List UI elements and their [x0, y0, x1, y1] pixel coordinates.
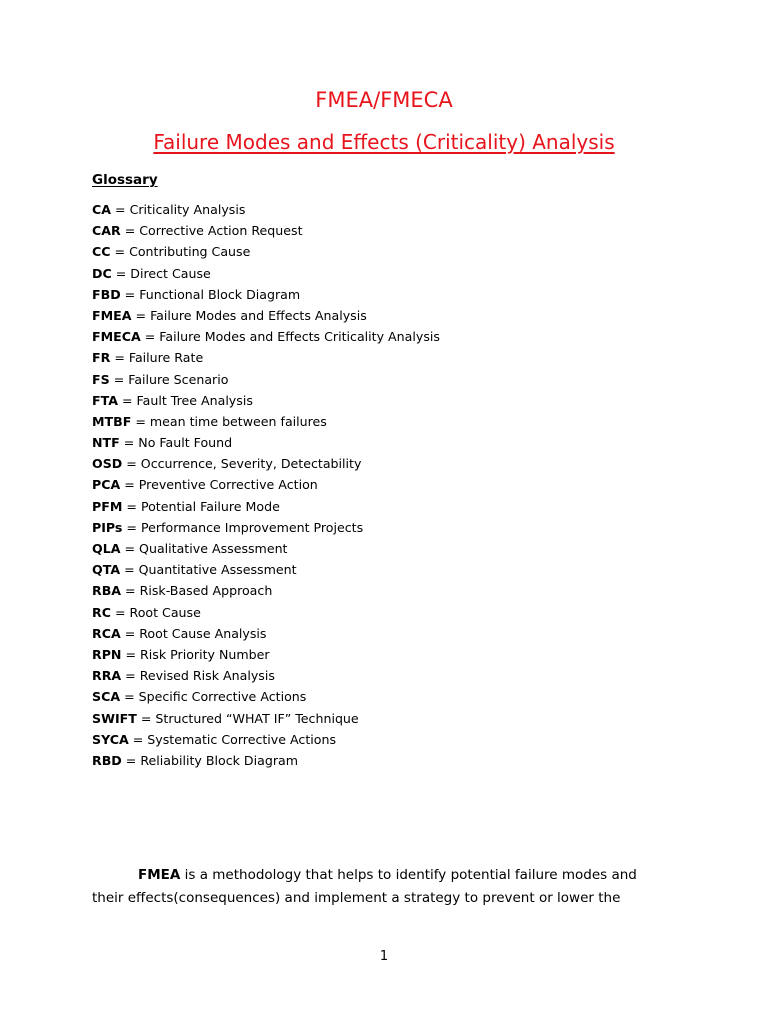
glossary-list [92, 199, 440, 771]
glossary-separator: = [120, 223, 140, 239]
glossary-separator: = [120, 477, 139, 493]
glossary-item [92, 199, 440, 220]
glossary-abbreviation: RC [92, 604, 111, 620]
glossary-abbreviation: RBD [92, 752, 122, 768]
glossary-abbreviation: FR [92, 350, 111, 366]
glossary-item [92, 474, 440, 495]
glossary-separator: = [110, 604, 130, 620]
glossary-item [92, 708, 440, 729]
glossary-separator: = [120, 625, 140, 641]
glossary-definition: Structured “WHAT IF” Technique [155, 710, 359, 726]
glossary-definition: Failure Rate [128, 350, 204, 366]
glossary-definition: Preventive Corrective Action [138, 477, 318, 493]
glossary-item [92, 347, 440, 368]
intro-paragraph [92, 864, 692, 910]
glossary-definition: Corrective Action Request [139, 223, 303, 239]
glossary-abbreviation: QLA [92, 541, 121, 556]
glossary-abbreviation: RRA [92, 668, 122, 684]
glossary-item [92, 369, 440, 390]
glossary-separator: = [109, 371, 129, 387]
glossary-separator: = [128, 731, 148, 747]
glossary-item [92, 750, 440, 771]
document-subtitle-text: Failure Modes and Effects (Criticality) Analysis [153, 130, 615, 154]
glossary-heading: Glossary [92, 172, 158, 188]
glossary-separator: = [110, 244, 130, 260]
glossary-item [92, 602, 440, 623]
glossary-item [92, 517, 440, 538]
glossary-item [92, 220, 440, 241]
glossary-abbreviation: NTF [92, 435, 120, 451]
glossary-definition: Qualitative Assessment [139, 541, 288, 556]
glossary-abbreviation: PFM [92, 498, 123, 514]
glossary-abbreviation: SYCA [92, 731, 129, 747]
glossary-item [92, 241, 440, 262]
glossary-definition: Root Cause [129, 604, 201, 620]
glossary-separator: = [122, 519, 141, 535]
glossary-definition: Fault Tree Analysis [136, 392, 253, 408]
page-number: 1 [379, 949, 389, 964]
glossary-item [92, 559, 440, 580]
glossary-definition: Failure Scenario [128, 371, 229, 387]
glossary-item [92, 411, 440, 432]
glossary-separator: = [120, 562, 139, 578]
glossary-item [92, 644, 440, 665]
glossary-definition: mean time between failures [149, 413, 327, 429]
glossary-abbreviation: FMEA [92, 307, 132, 323]
glossary-separator: = [120, 286, 140, 302]
glossary-item [92, 623, 440, 644]
glossary-abbreviation: MTBF [92, 413, 132, 429]
glossary-item [92, 686, 440, 707]
glossary-item [92, 305, 440, 326]
glossary-separator: = [131, 307, 151, 323]
glossary-item [92, 538, 440, 559]
glossary-separator: = [121, 646, 141, 662]
paragraph-term: FMEA [138, 867, 181, 883]
glossary-abbreviation: PCA [92, 477, 121, 493]
glossary-item [92, 390, 440, 411]
glossary-definition: Root Cause Analysis [139, 625, 267, 641]
glossary-separator: = [110, 350, 129, 366]
glossary-definition: Systematic Corrective Actions [147, 731, 337, 747]
glossary-item [92, 496, 440, 517]
glossary-definition: Potential Failure Mode [140, 498, 280, 514]
glossary-separator: = [122, 456, 141, 472]
glossary-separator: = [131, 413, 150, 429]
glossary-definition: Failure Modes and Effects Analysis [150, 307, 367, 323]
glossary-abbreviation: SCA [92, 689, 121, 705]
glossary-abbreviation: RCA [92, 625, 121, 641]
glossary-abbreviation: QTA [92, 562, 121, 578]
glossary-item [92, 665, 440, 686]
glossary-definition: No Fault Found [138, 435, 233, 451]
glossary-separator: = [121, 583, 140, 599]
glossary-definition: Contributing Cause [129, 244, 251, 260]
glossary-item [92, 263, 440, 284]
glossary-definition: Risk Priority Number [140, 646, 270, 662]
glossary-item [92, 453, 440, 474]
glossary-item [92, 432, 440, 453]
glossary-definition: Quantitative Assessment [138, 562, 297, 578]
glossary-separator: = [111, 265, 131, 281]
glossary-abbreviation: SWIFT [92, 710, 137, 726]
glossary-abbreviation: PIPs [92, 519, 123, 535]
glossary-item [92, 729, 440, 750]
glossary-separator: = [119, 435, 139, 451]
glossary-separator: = [111, 202, 130, 217]
glossary-definition: Reliability Block Diagram [140, 752, 298, 768]
glossary-abbreviation: CAR [92, 223, 121, 239]
glossary-item [92, 326, 440, 347]
paragraph-line1: is a methodology that helps to identify potential failure modes and [180, 867, 637, 883]
glossary-abbreviation: CC [92, 244, 111, 260]
glossary-abbreviation: FS [92, 371, 110, 387]
glossary-separator: = [136, 710, 156, 726]
glossary-item [92, 284, 440, 305]
glossary-definition: Specific Corrective Actions [138, 689, 307, 705]
glossary-abbreviation: RPN [92, 646, 122, 662]
glossary-abbreviation: RBA [92, 583, 122, 599]
paragraph-line2: their effects(consequences) and implement a strategy to prevent or lower the [92, 890, 621, 906]
document-subtitle [0, 128, 768, 156]
glossary-definition: Performance Improvement Projects [140, 519, 364, 535]
glossary-separator: = [122, 498, 141, 514]
glossary-definition: Functional Block Diagram [139, 286, 301, 302]
glossary-separator: = [121, 752, 141, 768]
glossary-definition: Criticality Analysis [129, 202, 246, 217]
glossary-definition: Occurrence, Severity, Detectability [140, 456, 362, 472]
glossary-separator: = [120, 541, 140, 556]
glossary-abbreviation: FTA [92, 392, 118, 408]
glossary-abbreviation: DC [92, 265, 112, 281]
glossary-definition: Risk-Based Approach [139, 583, 273, 599]
glossary-item [92, 580, 440, 601]
glossary-abbreviation: CA [92, 202, 111, 217]
document-title: FMEA/FMECA [315, 88, 453, 112]
glossary-definition: Revised Risk Analysis [139, 668, 275, 684]
glossary-separator: = [140, 329, 160, 345]
glossary-abbreviation: FBD [92, 286, 121, 302]
glossary-definition: Direct Cause [130, 265, 211, 281]
glossary-separator: = [117, 392, 137, 408]
glossary-separator: = [120, 689, 139, 705]
glossary-separator: = [121, 668, 140, 684]
glossary-abbreviation: FMECA [92, 329, 141, 345]
glossary-definition: Failure Modes and Effects Criticality Analysis [159, 329, 440, 345]
glossary-abbreviation: OSD [92, 456, 123, 472]
